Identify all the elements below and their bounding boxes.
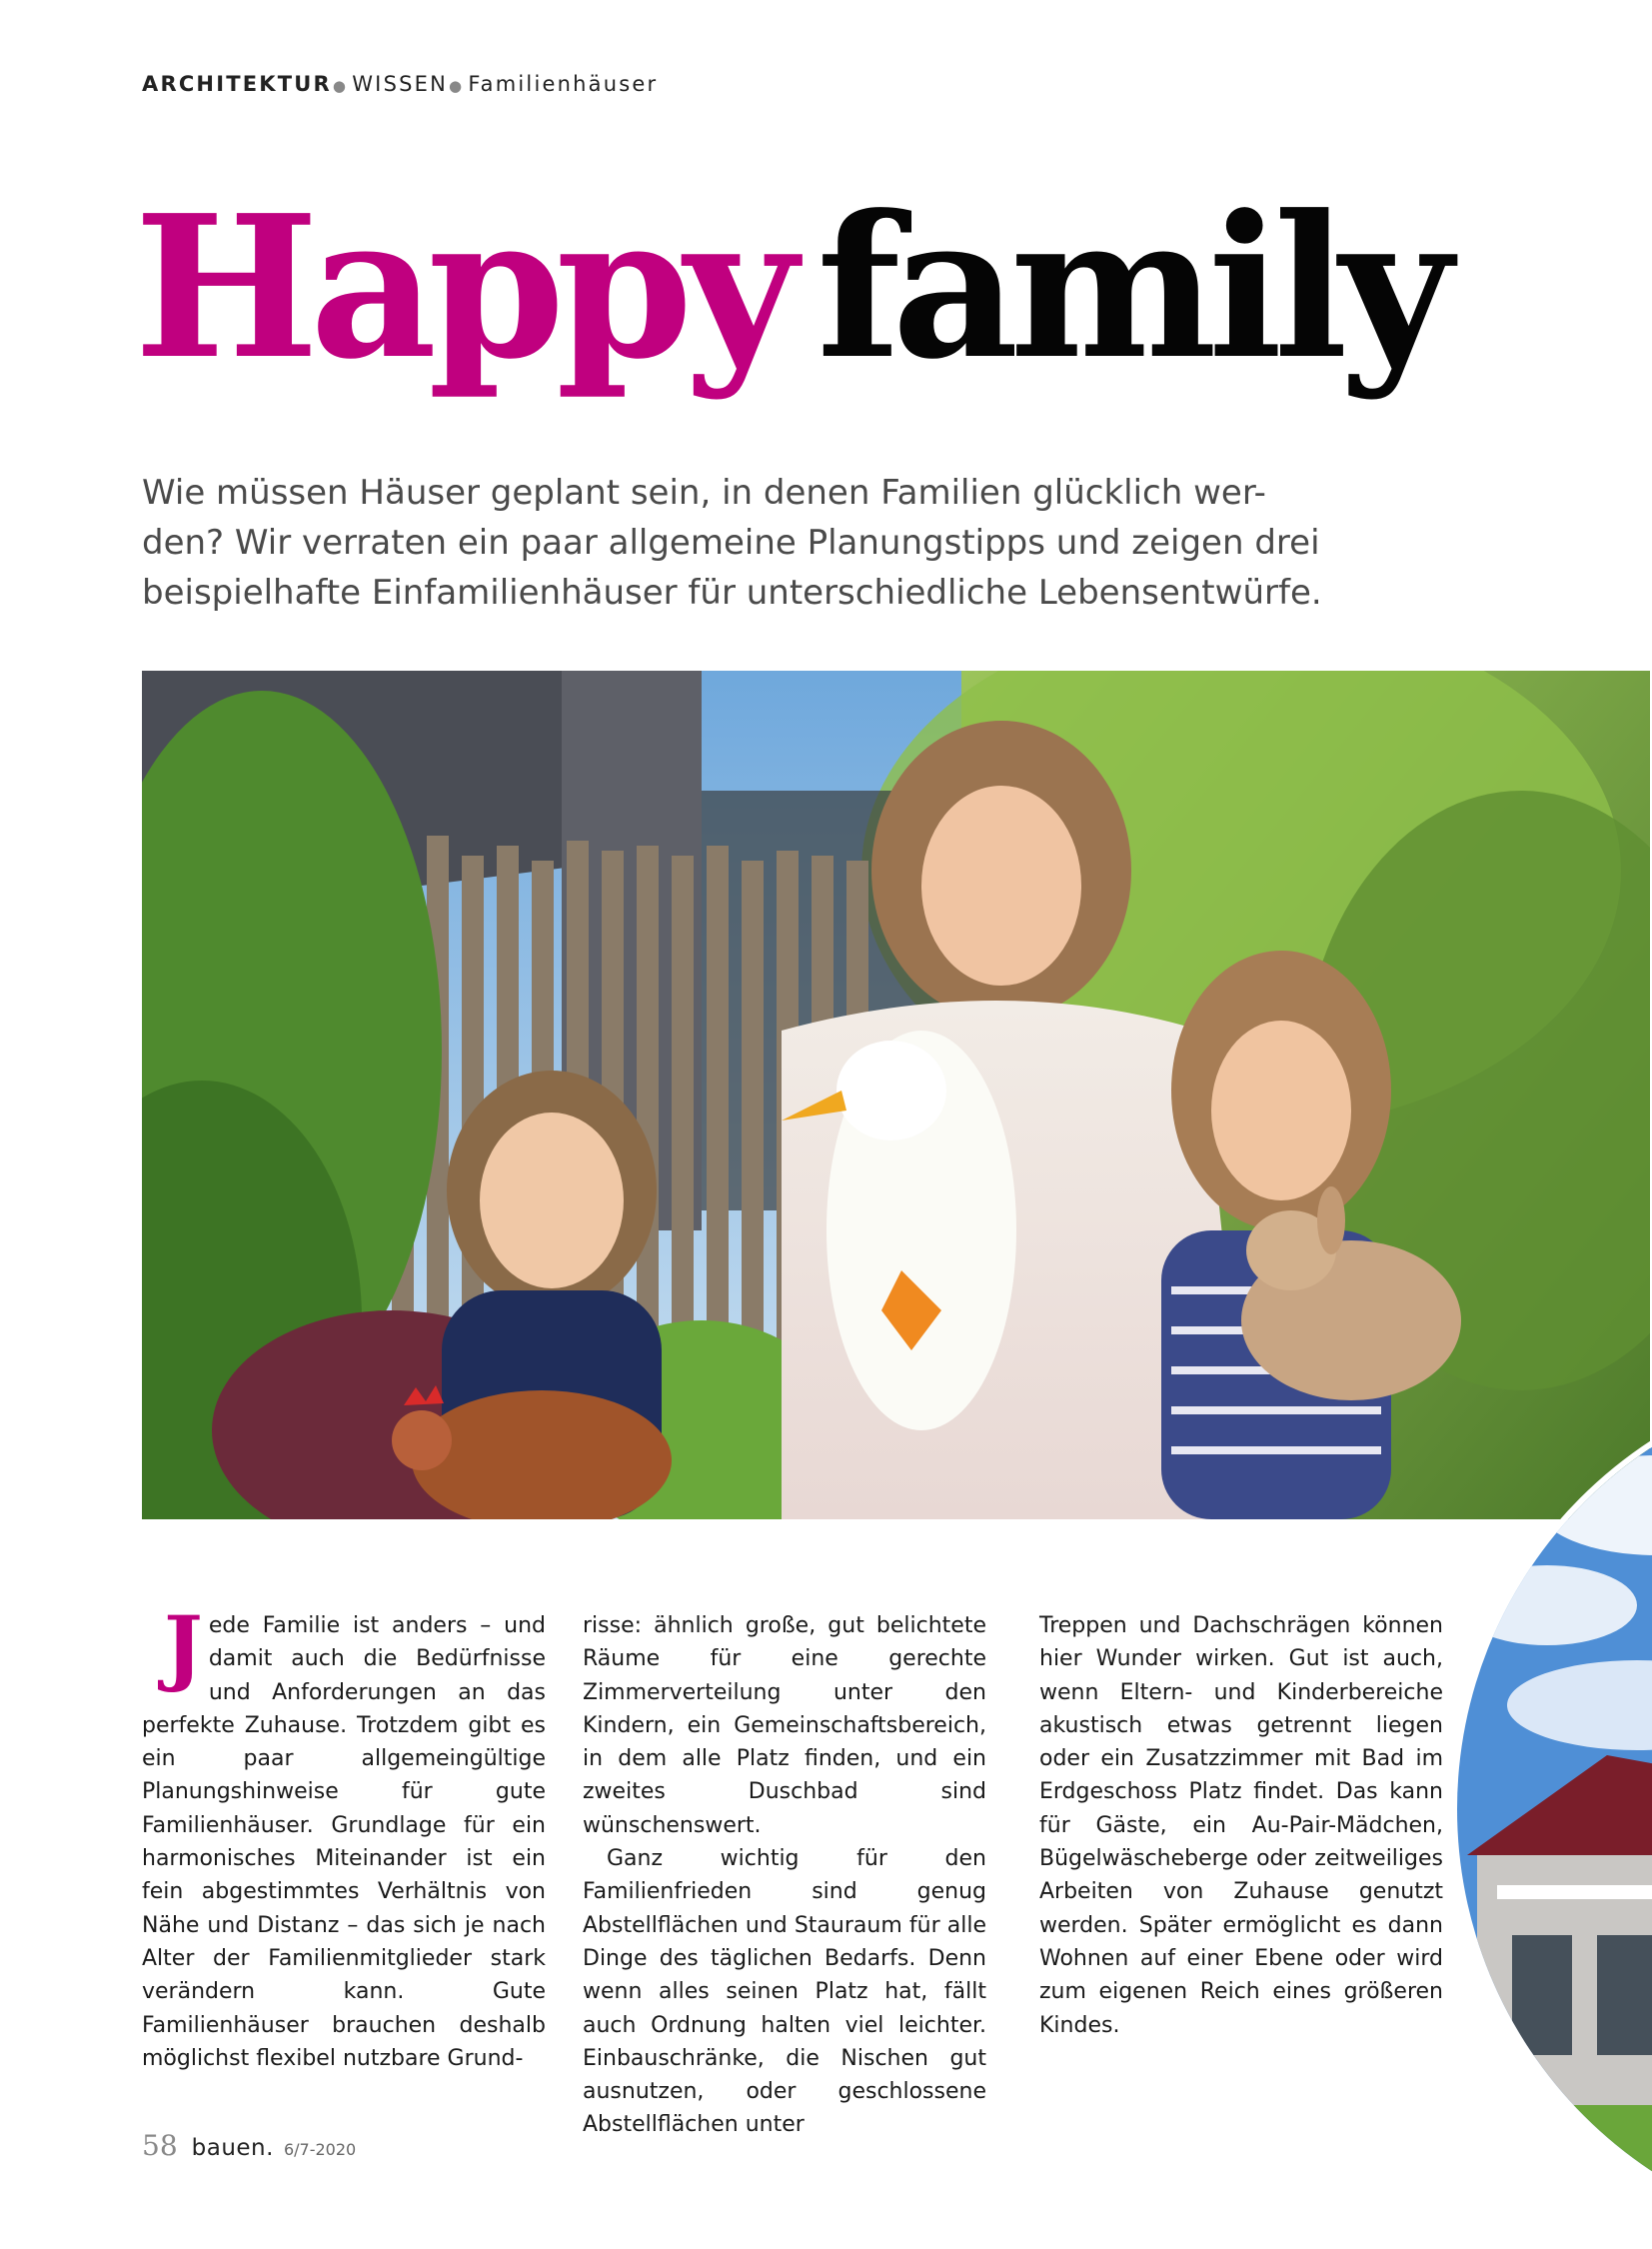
body-paragraph: Treppen und Dachschrägen können hier Wunder wirken. Gut ist auch, wenn Eltern- und Kinderbereiche akustisch etwas getrennt liegen oder ein Zusatzzimmer mit Bad im Erdgeschoss Platz findet. Das kann für Gäste, ein Au-Pair-Mädchen, Bügelwäscheberge oder zeitweiliges Arbeiten von Zuhause genutzt werden. Später ermöglicht es dann Wohnen auf einer Ebene oder wird zum eigenen Reich eines größeren Kindes.: [1039, 1613, 1443, 2038]
breadcrumb-separator-dot: ●: [449, 77, 465, 95]
page-number: 58: [142, 2129, 178, 2162]
breadcrumb-subsection: WISSEN: [352, 72, 449, 96]
title-word-family: family: [817, 173, 1444, 403]
issue-number: 6/7-2020: [283, 2140, 357, 2159]
breadcrumb-section: ARCHITEKTUR: [142, 72, 332, 96]
lead-line: Wie müssen Häuser geplant sein, in denen Familien glücklich wer-: [142, 473, 1266, 513]
page-footer: [142, 2129, 356, 2162]
breadcrumb: [142, 72, 658, 96]
body-paragraph: Ganz wichtig für den Familienfrieden sind genug Abstellflächen und Stauraum für alle Dinge des täglichen Bedarfs. Denn wenn alles seinen Platz hat, fällt auch Ordnung halten viel leichter. Einbauschränke, die Nischen gut ausnutzen, oder geschlossene Abstellflächen unter: [583, 1846, 986, 2138]
body-paragraph: risse: ähnlich große, gut belichtete Räume für eine gerechte Zimmerverteilung unter den Kindern, ein Gemeinschaftsbereich, in dem alle Platz finden, und ein zweites Duschbad sind wünschenswert.: [583, 1613, 986, 1838]
body-paragraph: [142, 1599, 546, 2075]
breadcrumb-separator-dot: ●: [332, 77, 349, 95]
column1-text: ede Familie ist anders – und damit auch die Bedürfnisse und Anforderungen an das perfekte Zuhause. Trotzdem gibt es ein paar allgemeingültige Planungshinweise für gute Familienhäuser. Grundlage für ein harmonisches Miteinander ist ein fein abgestimmtes Verhältnis von Nähe und Distanz – das sich je nach Alter der Familienmitglieder stark verändern kann. Gute Familienhäuser brauchen deshalb möglichst flexibel nutzbare Grund-: [142, 1613, 546, 2071]
article-column-3: [1039, 1609, 1443, 2042]
hero-photo-children-with-animals: [142, 671, 1650, 1519]
drop-cap: J: [164, 1599, 203, 1695]
lead-line: den? Wir verraten ein paar allgemeine Planungstipps und zeigen drei: [142, 523, 1320, 563]
page-title: [134, 173, 1444, 403]
lead-paragraph: [142, 468, 1401, 618]
breadcrumb-topic: Familienhäuser: [468, 72, 659, 96]
article-column-2: [583, 1609, 986, 2142]
article-column-1: [142, 1599, 546, 2075]
title-word-happy: Happy: [134, 173, 790, 403]
lead-line: beispielhafte Einfamilienhäuser für unterschiedliche Lebensentwürfe.: [142, 573, 1322, 613]
magazine-name: bauen.: [191, 2135, 274, 2161]
